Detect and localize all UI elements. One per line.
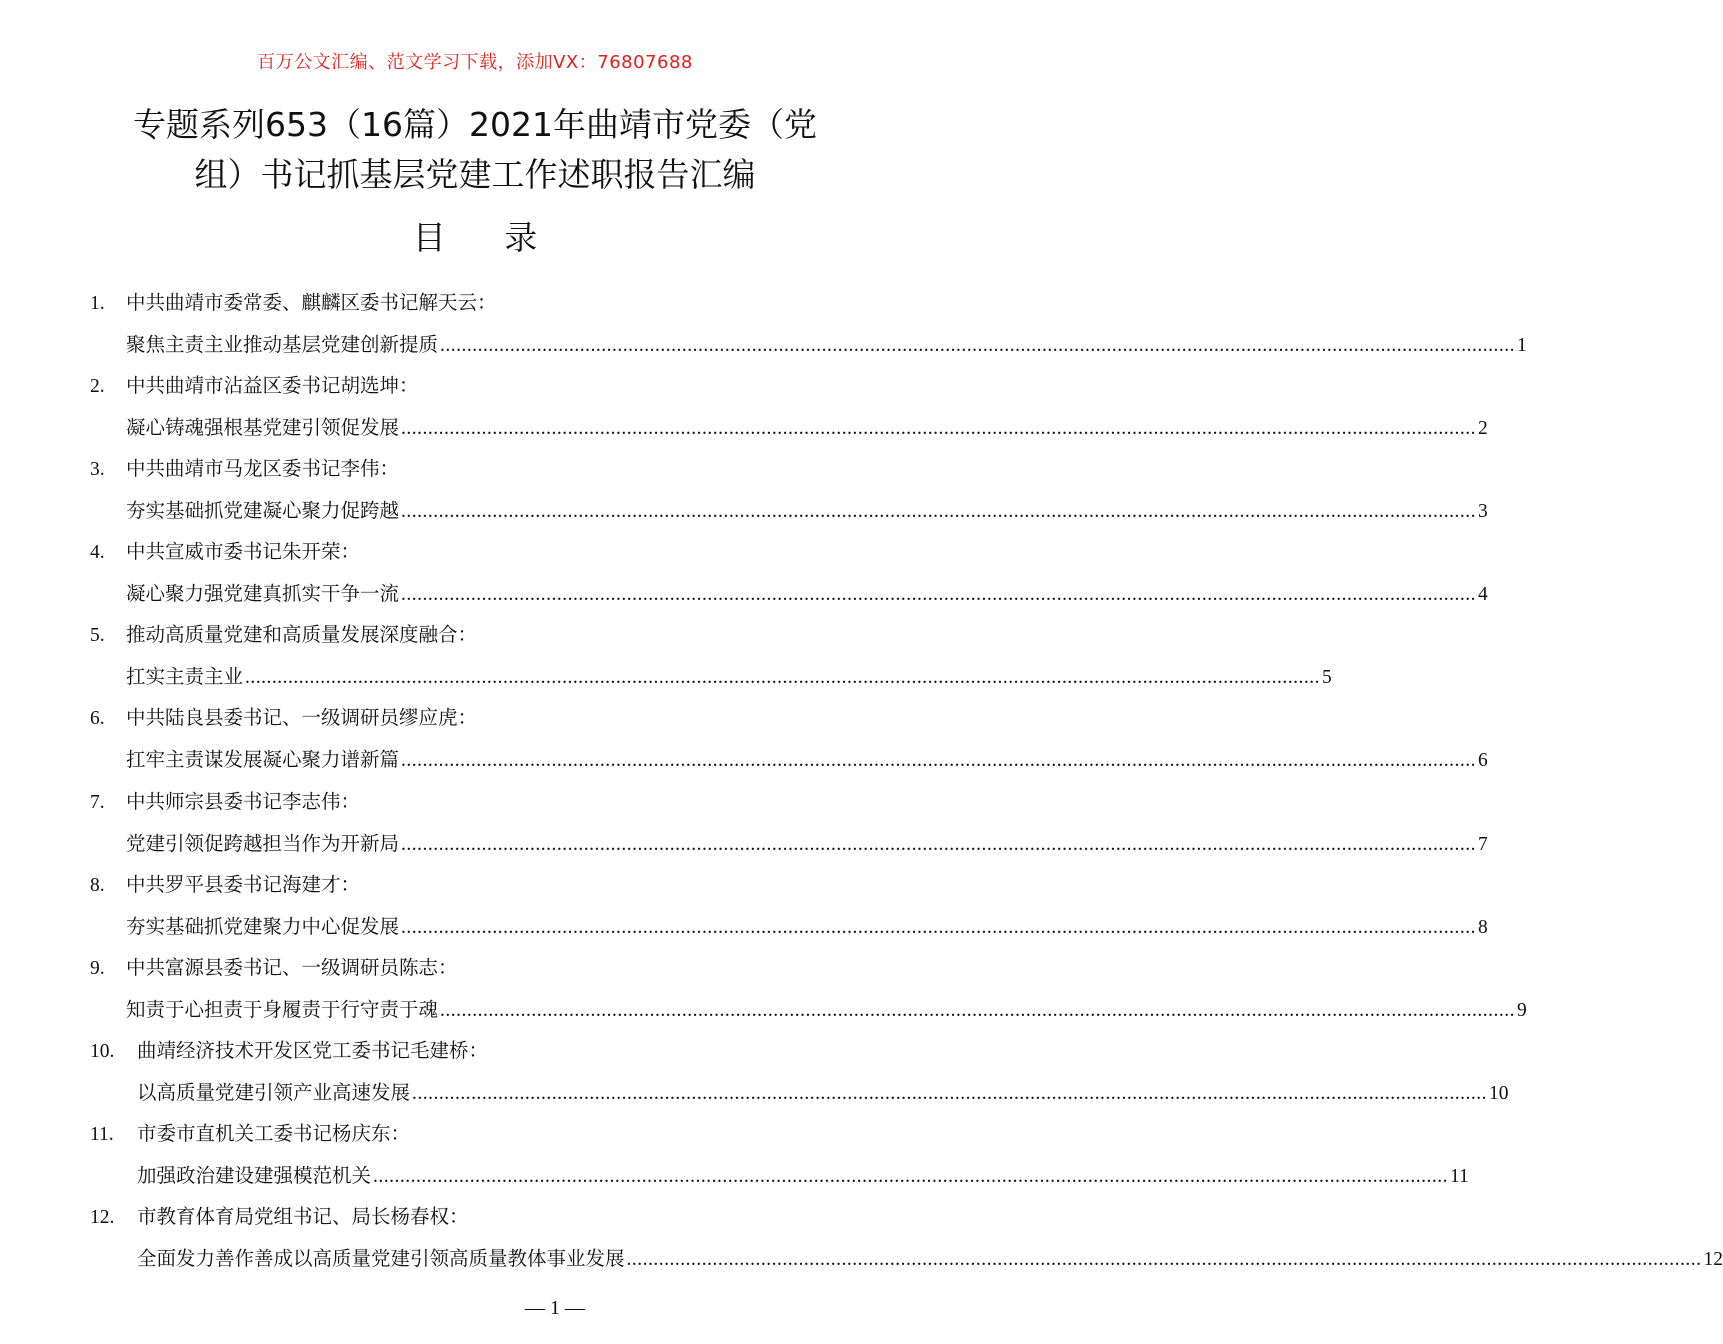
- toc-dot-leader: ........................................................................................................................................................................................................: [401, 584, 1477, 606]
- toc-entry[interactable]: [0, 367, 1488, 450]
- toc-entry-subtitle: 凝心聚力强党建真抓实干争一流: [126, 582, 400, 606]
- toc-entry-page-number: 6: [1478, 750, 1488, 772]
- toc-entry[interactable]: [0, 783, 1488, 866]
- toc-entry-subtitle-line[interactable]: [126, 912, 1488, 942]
- toc-entry-subtitle: 聚焦主责主业推动基层党建创新提质: [126, 333, 439, 356]
- toc-dot-leader: ........................................................................................................................................................................................................: [440, 335, 1516, 356]
- toc-entry-subtitle-line[interactable]: [137, 1161, 1469, 1191]
- toc-dot-leader: ........................................................................................................................................................................................................: [412, 1082, 1488, 1104]
- table-of-contents: [0, 284, 1723, 1281]
- toc-entry-subtitle-line[interactable]: [126, 995, 1527, 1025]
- toc-entry-heading: 中共罗平县委书记海建才：: [126, 872, 361, 896]
- toc-entry-page-number: 1: [1517, 335, 1527, 356]
- toc-entry-heading-line: [90, 537, 360, 567]
- toc-entry-heading-line: [90, 1036, 488, 1066]
- toc-entry-subtitle-line[interactable]: [126, 579, 1488, 609]
- toc-dot-leader: ........................................................................................................................................................................................................: [626, 1249, 1702, 1271]
- toc-dot-leader: ........................................................................................................................................................................................................: [401, 916, 1477, 938]
- toc-entry[interactable]: [0, 1115, 1469, 1198]
- toc-entry-page-number: 12: [1703, 1249, 1723, 1271]
- toc-entry-subtitle-line[interactable]: [126, 745, 1488, 775]
- watermark-banner: 百万公文汇编、范文学习下载，添加VX：76807688: [257, 52, 693, 73]
- toc-entry-subtitle-line[interactable]: [126, 330, 1527, 360]
- toc-entry-heading-line: [90, 288, 497, 318]
- toc-entry-heading: 中共师宗县委书记李志伟：: [126, 789, 361, 813]
- toc-entry-subtitle-line[interactable]: [126, 662, 1332, 692]
- toc-entry-subtitle: 党建引领促跨越担当作为开新局: [126, 831, 400, 855]
- toc-entry[interactable]: [0, 284, 1527, 367]
- toc-entry-heading: 市教育体育局党组书记、局长杨春权：: [137, 1205, 469, 1229]
- document-title: [60, 100, 890, 200]
- toc-entry-number: 10.: [90, 1040, 115, 1062]
- toc-entry-subtitle: 加强政治建设建强模范机关: [137, 1163, 372, 1187]
- title-line-1: 专题系列653（16篇）2021年曲靖市党委（党: [133, 105, 817, 144]
- toc-entry-heading: 中共宣威市委书记朱开荣：: [126, 540, 361, 564]
- toc-entry-number: 7.: [90, 791, 105, 813]
- toc-entry[interactable]: [0, 949, 1527, 1032]
- toc-entry-subtitle: 以高质量党建引领产业高速发展: [137, 1080, 411, 1104]
- toc-entry-heading-line: [90, 953, 458, 983]
- toc-entry-subtitle-line[interactable]: [137, 1244, 1723, 1274]
- toc-entry-subtitle-line[interactable]: [126, 829, 1488, 859]
- toc-entry-number: 11.: [90, 1123, 114, 1145]
- toc-entry[interactable]: [0, 450, 1488, 533]
- toc-entry-heading: 曲靖经济技术开发区党工委书记毛建桥：: [137, 1038, 489, 1062]
- toc-entry[interactable]: [0, 866, 1488, 949]
- toc-entry[interactable]: [0, 533, 1488, 616]
- toc-entry-subtitle: 扛实主责主业: [126, 665, 244, 689]
- toc-entry-subtitle: 知责于心担责于身履责于行守责于魂: [126, 997, 439, 1021]
- toc-entry-number: 8.: [90, 874, 105, 896]
- toc-entry-number: 1.: [90, 293, 105, 314]
- toc-entry-number: 3.: [90, 459, 105, 481]
- toc-dot-leader: ........................................................................................................................................................................................................: [245, 667, 1321, 689]
- toc-entry-page-number: 3: [1478, 501, 1488, 523]
- toc-entry-heading: 中共曲靖市马龙区委书记李伟：: [126, 457, 400, 481]
- toc-entry-heading: 中共陆良县委书记、一级调研员缪应虎：: [126, 706, 478, 730]
- toc-entry-page-number: 4: [1478, 584, 1488, 606]
- toc-entry-page-number: 9: [1517, 999, 1527, 1021]
- toc-entry-heading: 推动高质量党建和高质量发展深度融合：: [126, 623, 478, 647]
- toc-entry[interactable]: [0, 1198, 1723, 1281]
- toc-entry-number: 5.: [90, 625, 105, 647]
- toc-dot-leader: ........................................................................................................................................................................................................: [440, 999, 1516, 1021]
- toc-entry-heading-line: [90, 787, 360, 817]
- toc-entry-heading-line: [90, 1119, 410, 1149]
- toc-entry-number: 2.: [90, 376, 105, 398]
- toc-entry-subtitle-line[interactable]: [137, 1078, 1509, 1108]
- toc-entry-heading-line: [90, 620, 477, 650]
- toc-entry-heading: 中共曲靖市沾益区委书记胡选坤：: [126, 374, 419, 398]
- toc-entry-page-number: 2: [1478, 418, 1488, 440]
- toc-entry-subtitle-line[interactable]: [126, 496, 1488, 526]
- page-footer: — 1 —: [525, 1297, 585, 1319]
- toc-entry[interactable]: [0, 699, 1488, 782]
- toc-entry-subtitle: 夯实基础抓党建聚力中心促发展: [126, 914, 400, 938]
- toc-entry-heading-line: [90, 454, 399, 484]
- toc-heading: 目 录: [412, 218, 562, 257]
- toc-entry-page-number: 5: [1322, 667, 1332, 689]
- toc-entry[interactable]: [0, 1032, 1509, 1115]
- toc-dot-leader: ........................................................................................................................................................................................................: [401, 750, 1477, 772]
- toc-entry-heading: 中共富源县委书记、一级调研员陈志：: [126, 955, 458, 979]
- toc-entry-number: 4.: [90, 542, 105, 564]
- toc-entry-subtitle: 夯实基础抓党建凝心聚力促跨越: [126, 499, 400, 523]
- title-line-2: 组）书记抓基层党建工作述职报告汇编: [194, 155, 756, 194]
- toc-entry-heading-line: [90, 1202, 469, 1232]
- toc-entry-subtitle: 全面发力善作善成以高质量党建引领高质量教体事业发展: [137, 1247, 625, 1271]
- toc-dot-leader: ........................................................................................................................................................................................................: [373, 1165, 1449, 1187]
- toc-entry-number: 6.: [90, 708, 105, 730]
- toc-entry-page-number: 10: [1489, 1082, 1509, 1104]
- toc-dot-leader: ........................................................................................................................................................................................................: [401, 418, 1477, 440]
- toc-entry-page-number: 8: [1478, 916, 1488, 938]
- toc-entry-number: 9.: [90, 957, 105, 979]
- toc-entry-number: 12.: [90, 1207, 115, 1229]
- toc-entry-heading-line: [90, 703, 477, 733]
- toc-dot-leader: ........................................................................................................................................................................................................: [401, 833, 1477, 855]
- toc-dot-leader: ........................................................................................................................................................................................................: [401, 501, 1477, 523]
- toc-entry-heading: 中共曲靖市委常委、麒麟区委书记解天云：: [126, 291, 497, 314]
- toc-entry-subtitle-line[interactable]: [126, 413, 1488, 443]
- toc-entry-subtitle: 凝心铸魂强根基党建引领促发展: [126, 416, 400, 440]
- toc-entry-page-number: 11: [1450, 1165, 1469, 1187]
- toc-entry-subtitle: 扛牢主责谋发展凝心聚力谱新篇: [126, 748, 400, 772]
- toc-entry-heading: 市委市直机关工委书记杨庆东：: [137, 1121, 411, 1145]
- toc-entry-heading-line: [90, 870, 360, 900]
- toc-entry-heading-line: [90, 371, 419, 401]
- toc-entry[interactable]: [0, 616, 1332, 699]
- toc-entry-page-number: 7: [1478, 833, 1488, 855]
